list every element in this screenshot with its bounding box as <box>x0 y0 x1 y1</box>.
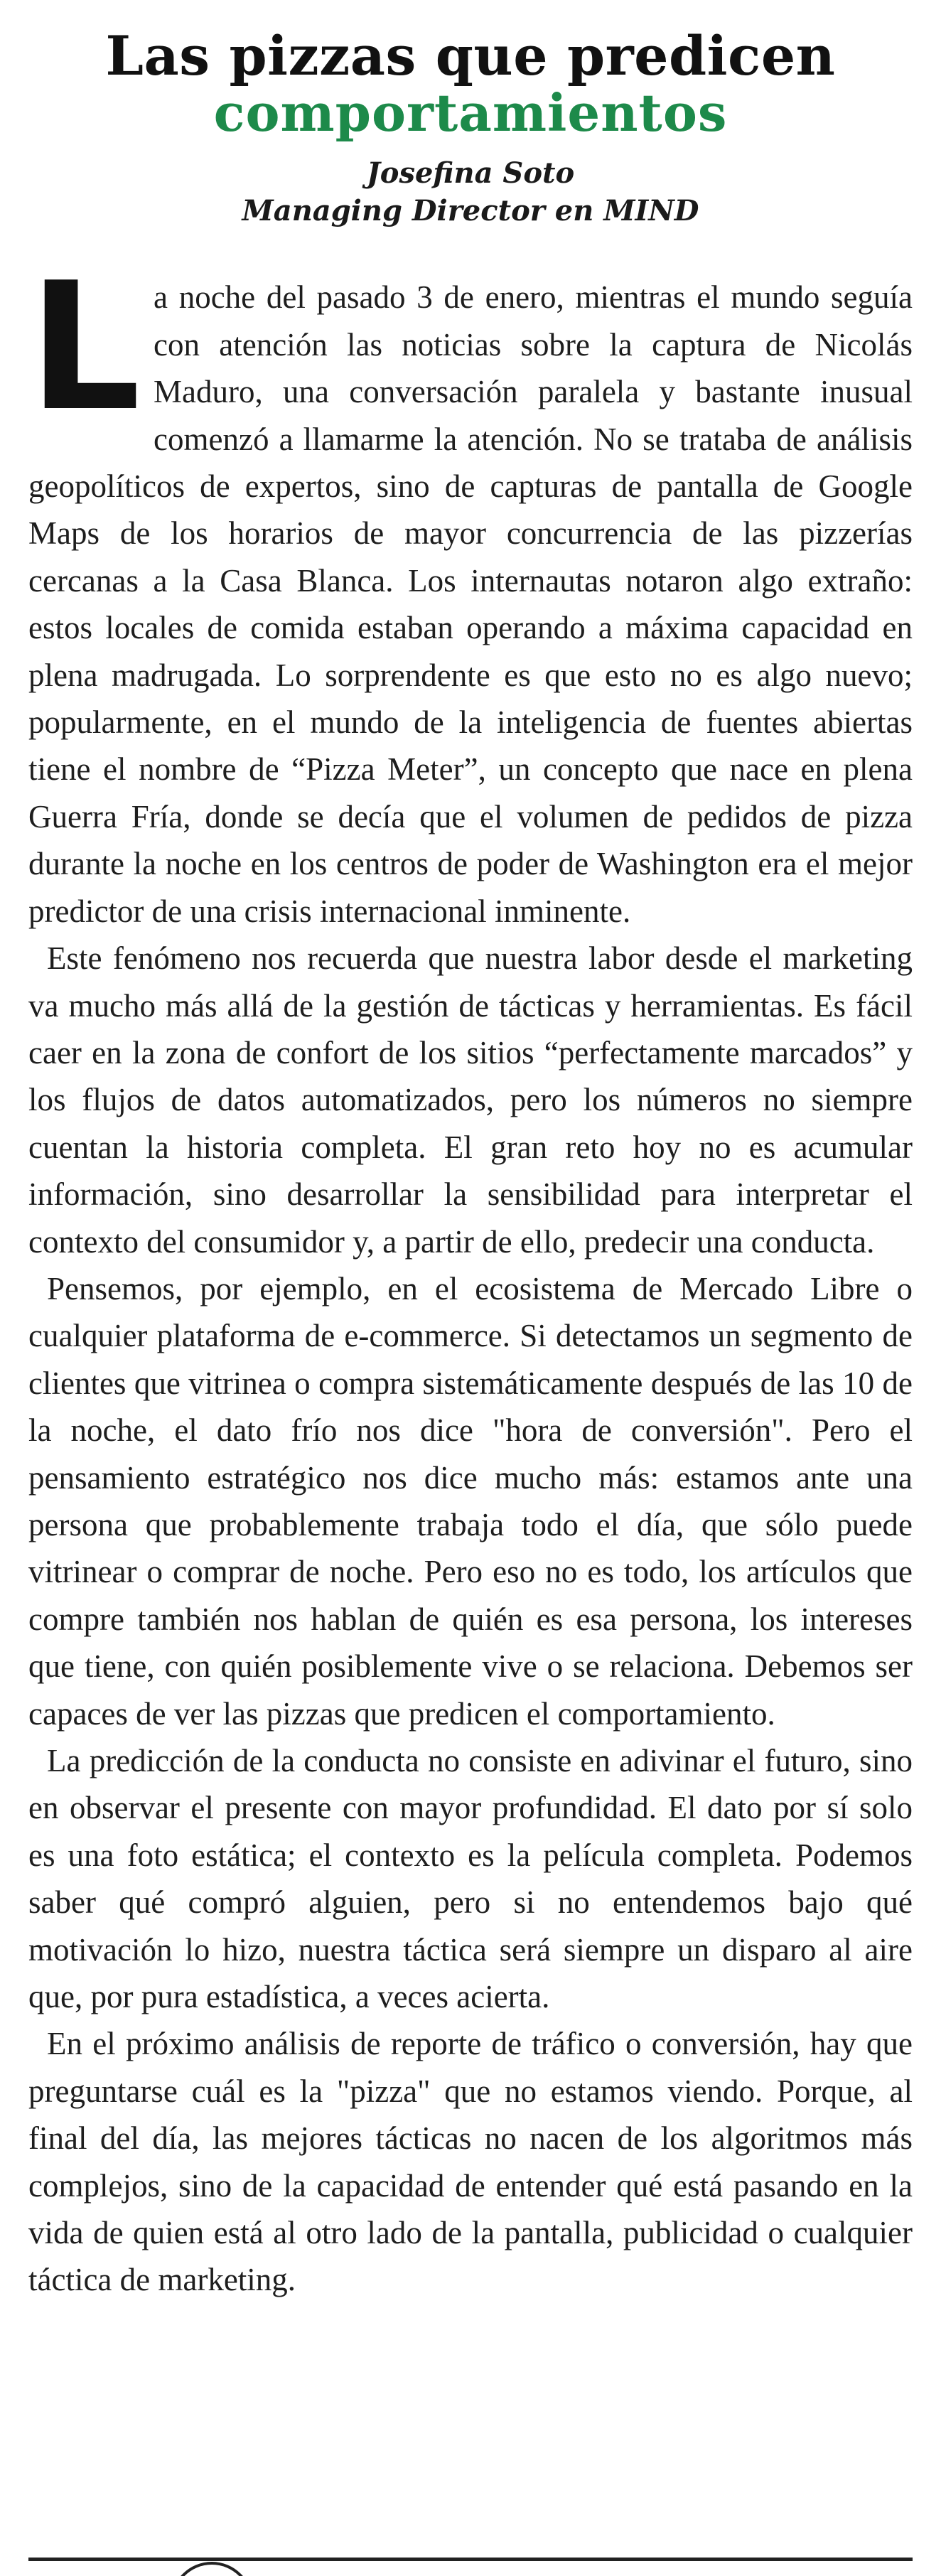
author-role: Managing Director en MIND <box>242 193 699 227</box>
paragraph-text: a noche del pasado 3 de enero, mientras el mundo seguía con atención las noticias sobre la captura de Nicolás Maduro, una conversación paralela y bastante inusual comenzó a llamarme la atención. No se trataba de análisis geopolíticos de expertos, sino de capturas de pantalla de Google Maps de los horarios de mayor concurrencia de las pizzerías cercanas a la Casa Blanca. Los internautas notaron algo extraño: estos locales de comida estaban operando a máxima capacidad en plena madrugada. Lo sorprendente es que esto no es algo nuevo; popularmente, en el mundo de la inteligencia de fuentes abiertas tiene el nombre de “Pizza Meter”, un concepto que nace en plena Guerra Fría, donde se decía que el volumen de pedidos de pizza durante la noche en los centros de poder de Washington era el mejor predictor de una crisis internacional inminente. <box>28 279 913 929</box>
article-body <box>28 245 913 2303</box>
article-title <box>28 24 913 144</box>
author-name: Josefina Soto <box>366 156 575 190</box>
paragraph-2: Este fenómeno nos recuerda que nuestra labor desde el marketing va mucho más allá de la gestión de tácticas y herramientas. Es fácil caer en la zona de confort de los sitios “perfectamente marcados” y los flujos de datos automatizados, pero los números no siempre cuentan la historia completa. El gran reto hoy no es acumular información, sino desarrollar la sensibilidad para interpretar el contexto del consumidor y, a partir de ello, predecir una conducta. <box>28 940 913 1260</box>
paragraph-5: En el próximo análisis de reporte de tráfico o conversión, hay que preguntarse cuál es la "pizza" que no estamos viendo. Porque, al final del día, las mejores tácticas no nacen de los algoritmos más complejos, sino de la capacidad de entender qué está pasando en la vida de quien está al otro lado de la pantalla, publicidad o cualquier táctica de marketing. <box>28 2026 913 2298</box>
paragraph-3: Pensemos, por ejemplo, en el ecosistema de Mercado Libre o cualquier plataforma de e-commerce. Si detectamos un segmento de clientes que vitrinea o compra sistemáticamente después de las 10 de la noche, el dato frío nos dice "hora de conversión". Pero el pensamiento estratégico nos dice mucho más: estamos ante una persona que probablemente trabaja todo el día, que sólo puede vitrinear o comprar de noche. Pero eso no es todo, los artículos que compre también nos hablan de quién es esa persona, los intereses que tiene, con quién posiblemente vive o se relaciona. Debemos ser capaces de ver las pizzas que predicen el comportamiento. <box>28 1270 913 1732</box>
title-line-2: comportamientos <box>213 82 728 144</box>
title-line-1: Las pizzas que predicen <box>105 24 836 87</box>
drop-cap: L <box>28 245 141 451</box>
paragraph-1 <box>28 245 913 935</box>
paragraph-4: La predicción de la conducta no consiste en adivinar el futuro, sino en observar el presente con mayor profundidad. El dato por sí solo es una foto estática; el contexto es la película completa. Podemos saber qué compró alguien, pero si no entendemos bajo qué motivación lo hizo, nuestra táctica será siempre un disparo al aire que, por pura estadística, a veces acierta. <box>28 1743 913 2015</box>
byline <box>28 155 913 230</box>
footer-divider <box>28 2558 913 2561</box>
footer-ornament <box>171 2559 256 2576</box>
